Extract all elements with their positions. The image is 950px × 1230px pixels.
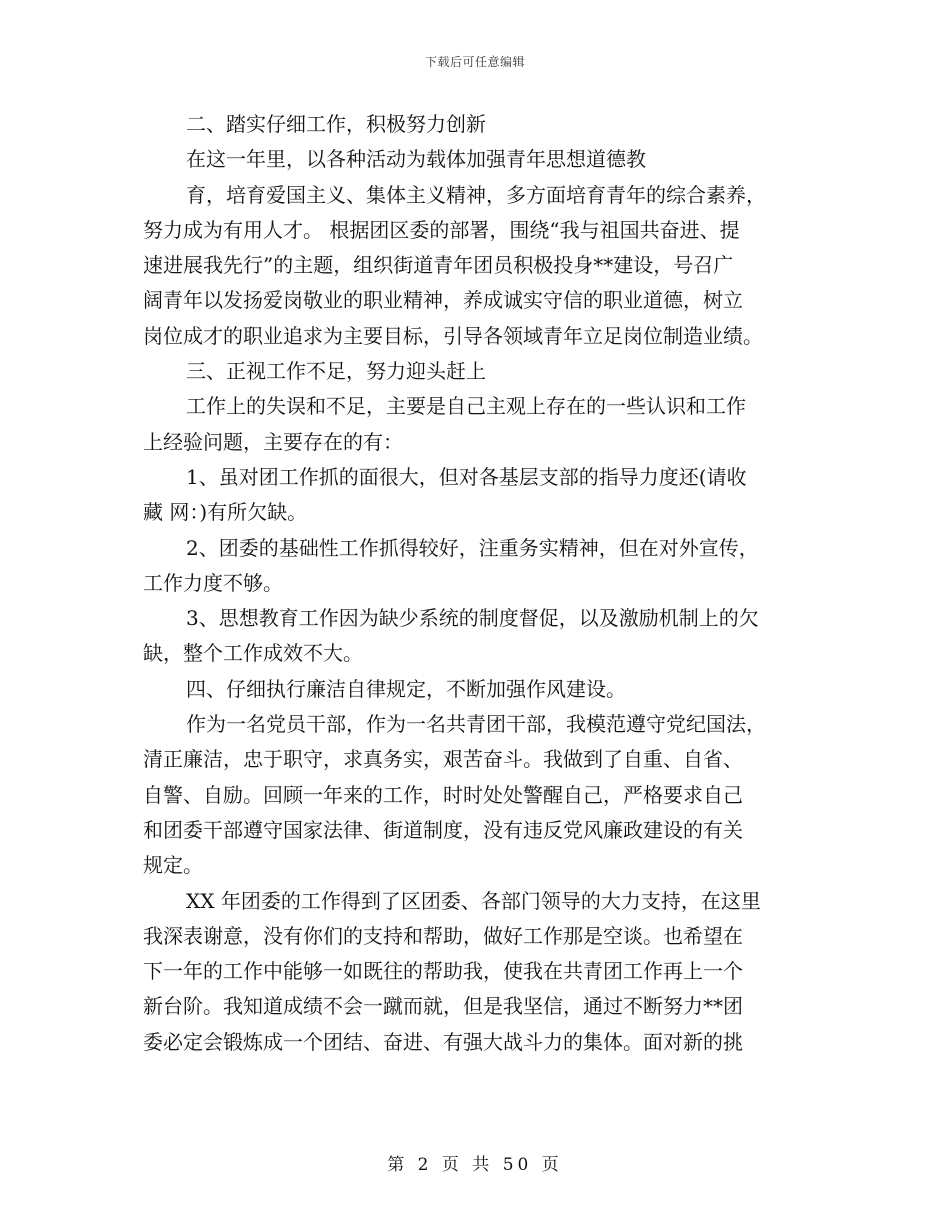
- body-text-line: 规定。: [143, 853, 203, 878]
- body-text-line: 藏 网：)有所欠缺。: [143, 500, 308, 525]
- body-text-line: 上经验问题，主要存在的有：: [143, 429, 403, 454]
- body-text-line: 在这一年里，以各种活动为载体加强青年思想道德教: [186, 147, 646, 172]
- body-text-line: 四、仔细执行廉洁自律规定，不断加强作风建设。: [186, 676, 626, 701]
- page-number-footer: 第 2 页 共 50 页: [387, 1155, 563, 1175]
- body-text-line: 新台阶。我知道成绩不会一蹴而就，但是我坚信，通过不断努力**团: [143, 994, 743, 1019]
- body-text-line: 缺，整个工作成效不大。: [143, 641, 363, 666]
- body-text-line: 阔青年以发扬爱岗敬业的职业精神，养成诚实守信的职业道德，树立: [143, 288, 743, 313]
- body-text-line: 二、踏实仔细工作，积极努力创新: [186, 112, 486, 136]
- body-text-line: 清正廉洁，忠于职守，求真务实，艰苦奋斗。我做到了自重、自省、: [143, 747, 743, 772]
- body-text-line: 三、正视工作不足，努力迎头赶上: [186, 359, 486, 384]
- document-body: [143, 107, 808, 1060]
- body-text-line: 我深表谢意，没有你们的支持和帮助，做好工作那是空谈。也希望在: [143, 923, 743, 948]
- body-text-line: 和团委干部遵守国家法律、街道制度，没有违反党风廉政建设的有关: [143, 817, 743, 842]
- body-text-line: 岗位成才的职业追求为主要目标，引导各领域青年立足岗位制造业绩。: [143, 323, 763, 348]
- body-text-line: 3、思想教育工作因为缺少系统的制度督促，以及激励机制上的欠: [186, 606, 759, 631]
- body-text-line: 自警、自励。回顾一年来的工作，时时处处警醒自己，严格要求自己: [143, 782, 743, 807]
- body-text-line: 努力成为有用人才。 根据团区委的部署，围绕“我与祖国共奋进、提: [143, 217, 740, 242]
- body-text-line: 育，培育爱国主义、集体主义精神，多方面培育青年的综合素养，: [186, 182, 766, 207]
- body-text-line: 委必定会锻炼成一个团结、奋进、有强大战斗力的集体。面对新的挑: [143, 1029, 743, 1054]
- page-header-note: 下载后可任意编辑: [424, 55, 525, 69]
- body-text-line: 作为一名党员干部，作为一名共青团干部，我模范遵守党纪国法，: [186, 712, 766, 737]
- body-text-line: XX 年团委的工作得到了区团委、各部门领导的大力支持，在这里: [186, 888, 761, 913]
- body-text-line: 工作力度不够。: [143, 570, 283, 595]
- body-text-line: 2、团委的基础性工作抓得较好，注重务实精神，但在对外宣传，: [186, 535, 759, 560]
- body-text-line: 工作上的失误和不足，主要是自己主观上存在的一些认识和工作: [186, 394, 746, 419]
- body-text-line: 下一年的工作中能够一如既往的帮助我，使我在共青团工作再上一个: [143, 959, 743, 984]
- body-text-line: 1、虽对团工作抓的面很大，但对各基层支部的指导力度还(请收: [186, 464, 747, 489]
- body-text-line: 速进展我先行”的主题，组织街道青年团员积极投身**建设，号召广: [143, 253, 734, 278]
